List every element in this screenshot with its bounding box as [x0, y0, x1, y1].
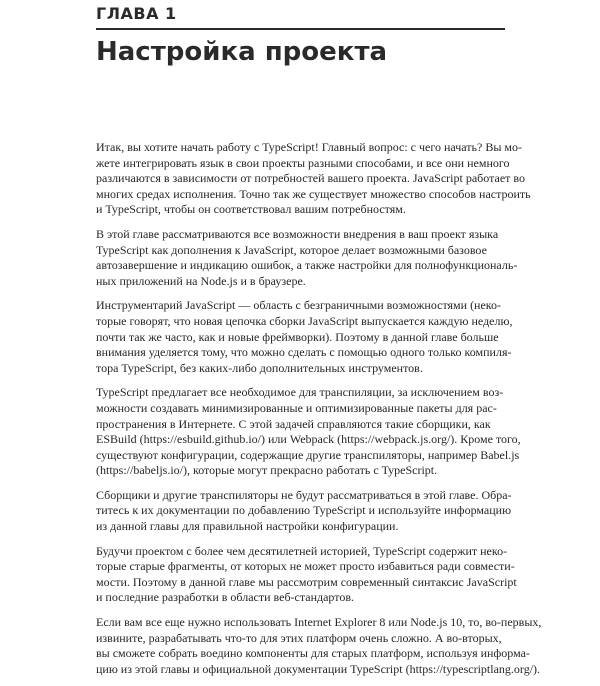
text-line: Сборщики и другие транспиляторы не будут рассматриваться в этой главе. Обра-	[96, 487, 512, 502]
text-line: автозавершение и индикацию ошибок, а также настройки для полнофункциональ-	[96, 258, 518, 273]
text-line: и последние разработки в области веб-стандартов.	[96, 590, 355, 605]
text-line: можности создавать минимизированные и оптимизированные пакеты для рас-	[96, 400, 497, 415]
text-line: В этой главе рассматриваются все возможности внедрения в ваш проект языка	[96, 226, 499, 241]
text-line: торые говорят, что новая цепочка сборки JavaScript выпускается каждую неделю,	[96, 313, 513, 328]
chapter-divider	[96, 28, 505, 30]
text-line: мости. Поэтому в данной главе мы рассмотрим современный синтаксис JavaScript	[96, 574, 517, 589]
paragraph-3	[96, 298, 513, 376]
paragraph-6	[96, 543, 517, 606]
text-line: ных приложений на Node.js и в браузере.	[96, 273, 306, 288]
text-line: TypeScript как дополнения к JavaScript, которое делает возможными базовое	[96, 242, 487, 257]
text-line: Инструментарий JavaScript — область с безграничными возможностями (неко-	[96, 298, 502, 313]
text-line: Будучи проектом с более чем десятилетней историей, TypeScript содержит неко-	[96, 543, 508, 558]
text-line: торые старые фрагменты, от которых не может просто избавиться ради совмести-	[96, 559, 515, 574]
text-line: тора TypeScript, без каких-либо дополнительных инструментов.	[96, 360, 423, 375]
text-line: и TypeScript, чтобы он соответствовал вашим потребностям.	[96, 202, 406, 217]
text-line: различаются в зависимости от потребностей вашего проекта. JavaScript работает во	[96, 171, 525, 186]
text-line: из данной главы для правильной настройки конфигурации.	[96, 519, 399, 534]
text-line: Итак, вы хотите начать работу с TypeScript! Главный вопрос: с чего начать? Вы мо-	[96, 140, 522, 154]
chapter-label: ГЛАВА 1	[96, 4, 177, 23]
text-line: внимания уделяется тому, что можно сделать с помощью одного только компиля-	[96, 345, 512, 360]
text-line: титесь к их документации по добавлению TypeScript и используйте информацию	[96, 503, 512, 518]
text-line: цию из этой главы и официальной документации TypeScript (https://typescriptlang.org/).	[96, 661, 541, 676]
paragraph-2	[96, 226, 518, 289]
text-line: существуют конфигурации, содержащие другие транспиляторы, например Babel.js	[96, 447, 520, 462]
text-line: (https://babeljs.io/), которые могут прекрасно работать с TypeScript.	[96, 463, 438, 478]
text-line: Если вам все еще нужно использовать Internet Explorer 8 или Node.js 10, то, во-первых,	[96, 615, 542, 630]
chapter-title: Настройка проекта	[96, 37, 388, 67]
text-line: вы сможете собрать воедино компоненты для старых платформ, используя информа-	[96, 646, 530, 661]
text-line: ESBuild (https://esbuild.github.io/) или Webpack (https://webpack.js.org/). Кроме того,	[96, 432, 521, 447]
paragraph-7	[96, 615, 542, 677]
text-line: пространения в Интернете. С этой задачей справляются такие сборщики, как	[96, 416, 491, 431]
text-line: почти так же часто, как и новые фреймворки). Поэтому в данной главе больше	[96, 329, 499, 344]
text-line: извините, разрабатывать что-то для этих платформ очень сложно. А во-вторых,	[96, 630, 502, 645]
body-text	[96, 140, 542, 686]
text-line: TypeScript предлагает все необходимое для транспиляции, за исключением воз-	[96, 385, 504, 400]
text-line: жете интегрировать язык в свои проекты разными способами, и все они немного	[96, 155, 510, 170]
paragraph-5	[96, 487, 512, 535]
text-line: многих средах исполнения. Точно так же существует множество способов настроить	[96, 186, 531, 201]
paragraph-4	[96, 385, 521, 479]
paragraph-1	[96, 140, 531, 218]
